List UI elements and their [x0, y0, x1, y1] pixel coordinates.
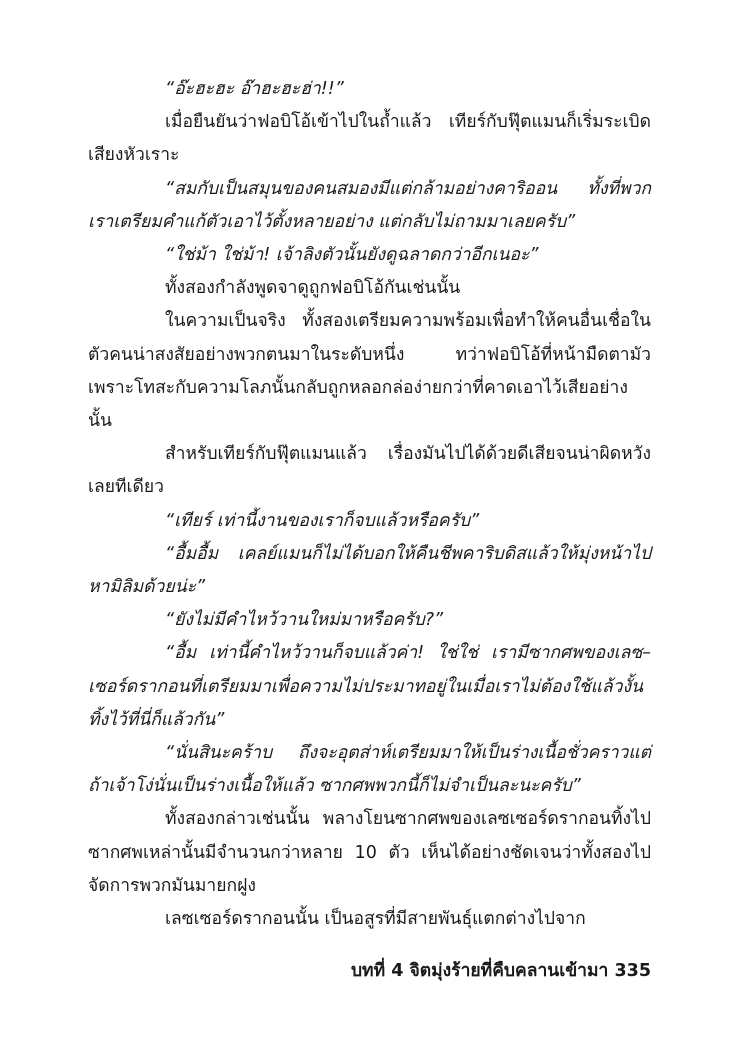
paragraph: “นั่นสินะคร้าบ ถึงจะอุตส่าห์เตรียมมาให้เป็นร่างเนื้อชั่วคราวแต่ถ้าเจ้าโง่นั่นเป็นร่างเนื้อให้แล้ว ซากศพพวกนี้ก็ไม่จำเป็นละนะครับ” — [88, 743, 651, 797]
paragraph: ทั้งสองกล่าวเช่นนั้น พลางโยนซากศพของเลซเซอร์ดรากอนทิ้งไป ซากศพเหล่านั้นมีจำนวนกว่าหลาย 10 ตัว เห็นได้อย่างชัดเจนว่าทั้งสองไปจัดการพวกมันมายกฝูง — [88, 809, 651, 896]
paragraph: “สมกับเป็นสมุนของคนสมองมีแต่กล้ามอย่างคาริออน ทั้งที่พวกเราเตรียมคำแก้ตัวเอาไว้ตั้งหลายอย่าง แต่กลับไม่ถามมาเลยครับ” — [88, 178, 651, 232]
paragraph: “อ๊ะฮะฮะ อ๊าฮะฮะฮ่า!!” — [165, 79, 344, 99]
chapter-title: บทที่ 4 จิตมุ่งร้ายที่คืบคลานเข้ามา — [350, 961, 609, 981]
paragraph: เมื่อยืนยันว่าฟอบิโอ้เข้าไปในถ้ำแล้ว เทียร์กับฟุ๊ตแมนก็เริ่มระเบิดเสียงหัวเราะ — [88, 112, 651, 166]
paragraph: เลซเซอร์ดรากอนนั้น เป็นอสูรที่มีสายพันธุ์แตกต่างไปจาก — [165, 909, 586, 930]
paragraph: ในความเป็นจริง ทั้งสองเตรียมความพร้อมเพื่อทำให้คนอื่นเชื่อในตัวคนน่าสงสัยอย่างพวกตนมาในระดับหนึ่ง ทว่าฟอบิโอ้ที่หน้ามืดตามัวเพราะโทสะกับความโลภนั้นกลับถูกหลอกล่อง่ายกว่าที่คาดเอาไว้เสียอย่างนั้น — [88, 311, 651, 432]
body-text — [88, 73, 651, 936]
paragraph: “ยังไม่มีคำไหว้วานใหม่มาหรือครับ?” — [165, 610, 444, 631]
paragraph: สำหรับเทียร์กับฟุ๊ตแมนแล้ว เรื่องมันไปได้ด้วยดีเสียจนน่าผิดหวังเลยทีเดียว — [88, 444, 651, 498]
paragraph: ทั้งสองกำลังพูดจาดูถูกฟอบิโอ้กันเช่นนั้น — [165, 278, 461, 299]
paragraph: “อื้มอื้ม เคลย์แมนก็ไม่ได้บอกให้คืนชีพคาริบดิสแล้วให้มุ่งหน้าไปหามิลิมด้วยน่ะ” — [88, 543, 651, 598]
page-number: 335 — [614, 961, 651, 981]
running-footer — [88, 955, 651, 988]
paragraph: “อื้ม เท่านี้คำไหว้วานก็จบแล้วค่า! ใช่ใช่ เรามีซากศพของเลซ–เซอร์ดรากอนที่เตรียมมาเพื่อความไม่ประมาทอยู่ในเมื่อเราไม่ต้องใช้แล้วงั้นทิ้งไว้ที่นี่ก็แล้วกัน” — [88, 643, 651, 730]
paragraph: “ใช่ม้า ใช่ม้า! เจ้าลิงตัวนั้นยังดูฉลาดกว่าอีกเนอะ” — [165, 245, 539, 266]
paragraph: “เทียร์ เท่านี้งานของเราก็จบแล้วหรือครับ” — [165, 510, 480, 531]
